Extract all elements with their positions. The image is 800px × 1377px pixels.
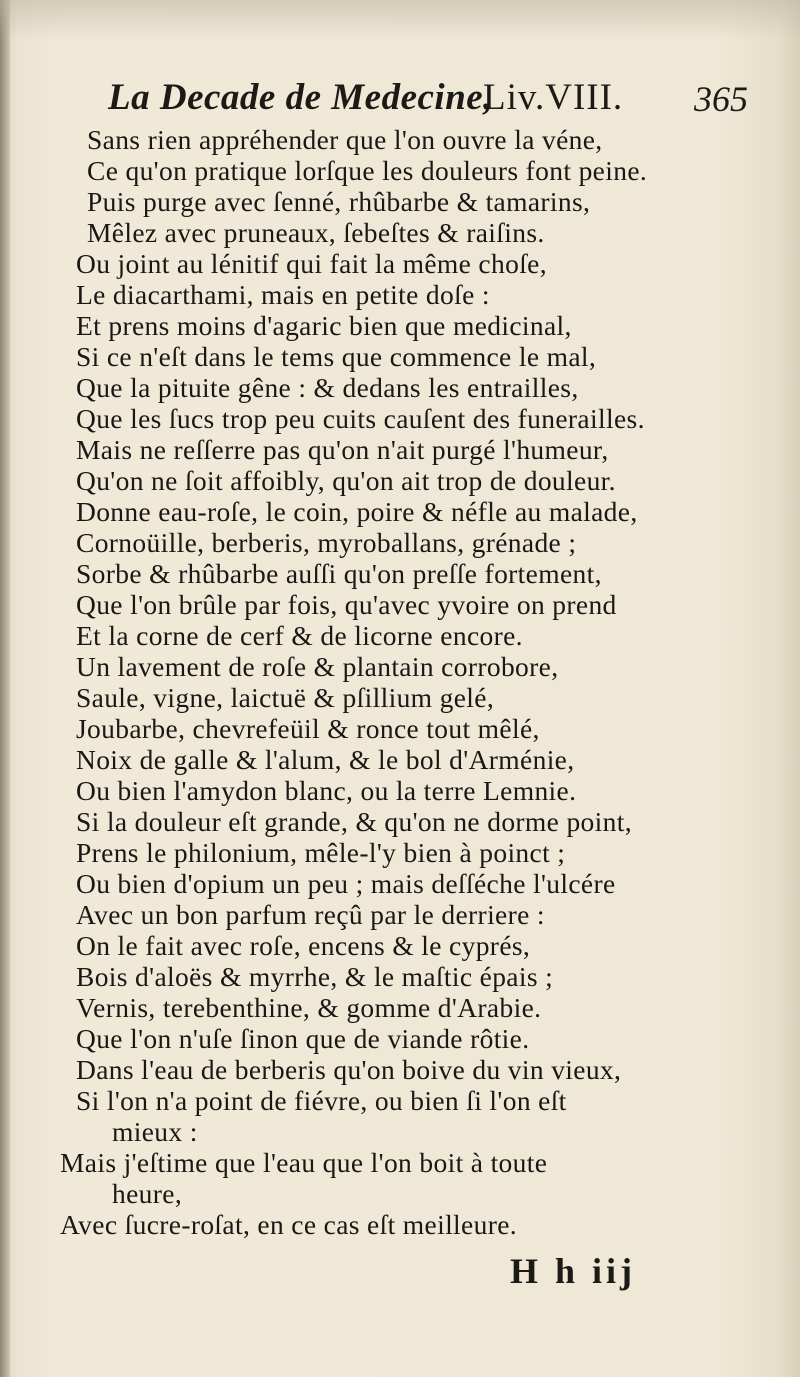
verse-line: Qu'on ne ſoit affoibly, qu'on ait trop de douleur. <box>76 465 616 496</box>
verse-line: Donne eau-roſe, le coin, poire & néfle au malade, <box>76 496 638 527</box>
signature-mark: H h iij <box>510 1251 637 1291</box>
verse-line: Sans rien appréhender que l'on ouvre la véne, <box>87 124 603 155</box>
verse-line: Et prens moins d'agaric bien que medicinal, <box>76 310 572 341</box>
verse-line: Un lavement de roſe & plantain corrobore, <box>76 651 559 682</box>
verse-line: Dans l'eau de berberis qu'on boive du vin vieux, <box>76 1054 622 1085</box>
book-reference: Liv.VIII. <box>483 77 624 118</box>
verse-line: Prens le philonium, mêle-l'y bien à poinct ; <box>76 837 566 868</box>
verse-line: Si la douleur eſt grande, & qu'on ne dorme point, <box>76 806 632 837</box>
verse-line: Saule, vigne, laictuë & pſillium gelé, <box>76 682 495 713</box>
verse-line-continuation: heure, <box>112 1178 183 1209</box>
running-header <box>108 72 748 122</box>
verse-line: Que les ſucs trop peu cuits cauſent des funerailles. <box>76 403 645 434</box>
verse-line: Joubarbe, chevrefeüil & ronce tout mêlé, <box>76 713 540 744</box>
verse-line: Si ce n'eſt dans le tems que commence le mal, <box>76 341 597 372</box>
verse-line: Avec un bon parfum reçû par le derriere : <box>76 899 545 930</box>
verse-line: Mais ne reſſerre pas qu'on n'ait purgé l'humeur, <box>76 434 609 465</box>
verse-line: On le fait avec roſe, encens & le cyprés, <box>76 930 531 961</box>
verse-line: Mais j'eſtime que l'eau que l'on boit à toute <box>60 1147 548 1178</box>
verse-line: Le diacarthami, mais en petite doſe : <box>76 279 490 310</box>
page-number: 365 <box>694 79 748 119</box>
verse-line-continuation: mieux : <box>112 1116 198 1147</box>
verse-line: Et la corne de cerf & de licorne encore. <box>76 620 523 651</box>
verse-line: Ou bien d'opium un peu ; mais deſſéche l'ulcére <box>76 868 616 899</box>
verse-line: Bois d'aloës & myrrhe, & le maſtic épais ; <box>76 961 554 992</box>
verse-line: Que la pituite gêne : & dedans les entrailles, <box>76 372 579 403</box>
verse-line: Ou bien l'amydon blanc, ou la terre Lemnie. <box>76 775 577 806</box>
verse-line: Sorbe & rhûbarbe auſſi qu'on preſſe fortement, <box>76 558 602 589</box>
verse-line: Cornoüille, berberis, myroballans, grénade ; <box>76 527 577 558</box>
running-title: La Decade de Medecine, <box>108 77 493 118</box>
verse-line: Ou joint au lénitif qui fait la même choſe, <box>76 248 547 279</box>
verse-line: Si l'on n'a point de fiévre, ou bien ſi l'on eſt <box>76 1085 567 1116</box>
verse-line: Mêlez avec pruneaux, ſebeſtes & raiſins. <box>87 217 545 248</box>
verse-line: Que l'on brûle par fois, qu'avec yvoire on prend <box>76 589 617 620</box>
verse-line: Avec ſucre-roſat, en ce cas eſt meilleure. <box>60 1209 517 1240</box>
verse-line: Ce qu'on pratique lorſque les douleurs font peine. <box>87 155 648 186</box>
verse-text <box>60 124 750 1240</box>
verse-line: Puis purge avec ſenné, rhûbarbe & tamarins, <box>87 186 591 217</box>
verse-line: Que l'on n'uſe ſinon que de viande rôtie. <box>76 1023 530 1054</box>
verse-line: Noix de galle & l'alum, & le bol d'Arménie, <box>76 744 575 775</box>
verse-line: Vernis, terebenthine, & gomme d'Arabie. <box>76 992 542 1023</box>
